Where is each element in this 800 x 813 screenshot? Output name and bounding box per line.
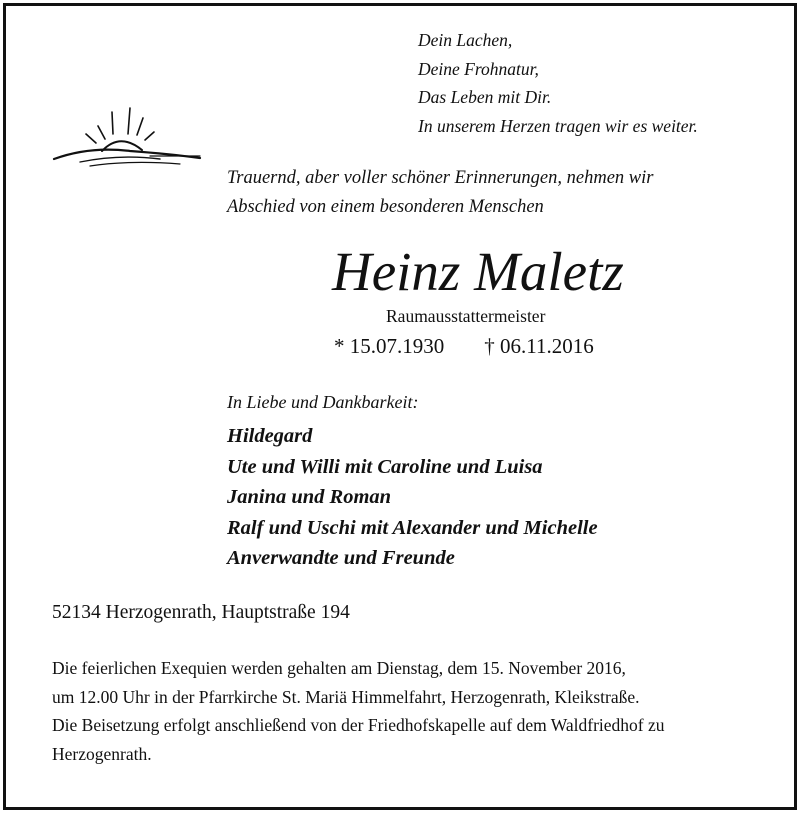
mourner-entry: Anverwandte und Freunde [227, 547, 455, 569]
poem-line: Deine Frohnatur, [418, 58, 539, 79]
service-line: Die feierlichen Exequien werden gehalten am Dienstag, dem 15. November 2016, [52, 658, 626, 678]
mourner-entry: Hildegard [227, 425, 313, 447]
mourners-list [227, 421, 598, 574]
service-info [52, 654, 665, 768]
deceased-name: Heinz Maletz [332, 241, 624, 302]
poem-line: In unserem Herzen tragen wir es weiter. [418, 115, 698, 136]
service-line: Herzogenrath. [52, 743, 152, 764]
mourner-entry: Ute und Willi mit Caroline und Luisa [227, 455, 543, 478]
poem-line: Dein Lachen, [418, 30, 513, 50]
poem [418, 26, 698, 140]
birth-date: * 15.07.1930 [334, 334, 445, 358]
deceased-profession: Raumausstattermeister [386, 306, 546, 326]
mourner-entry: Ralf und Uschi mit Alexander und Michelle [227, 516, 598, 539]
intro-line: Trauernd, aber voller schöner Erinnerungen, nehmen wir [227, 168, 654, 188]
mourner-entry: Janina und Roman [227, 486, 392, 508]
love-line: In Liebe und Dankbarkeit: [227, 392, 419, 412]
service-line: Die Beisetzung erfolgt anschließend von der Friedhofskapelle auf dem Waldfriedhof zu [52, 715, 665, 735]
sunrise-sketch-icon [50, 104, 210, 174]
life-dates [334, 332, 594, 360]
service-line: um 12.00 Uhr in der Pfarrkirche St. Mariä Himmelfahrt, Herzogenrath, Kleikstraße. [52, 686, 640, 707]
address: 52134 Herzogenrath, Hauptstraße 194 [52, 602, 350, 623]
obituary-frame [3, 3, 797, 810]
intro-text [227, 164, 654, 221]
intro-line: Abschied von einem besonderen Menschen [227, 196, 544, 217]
poem-line: Das Leben mit Dir. [418, 87, 552, 107]
death-date: † 06.11.2016 [484, 334, 594, 358]
